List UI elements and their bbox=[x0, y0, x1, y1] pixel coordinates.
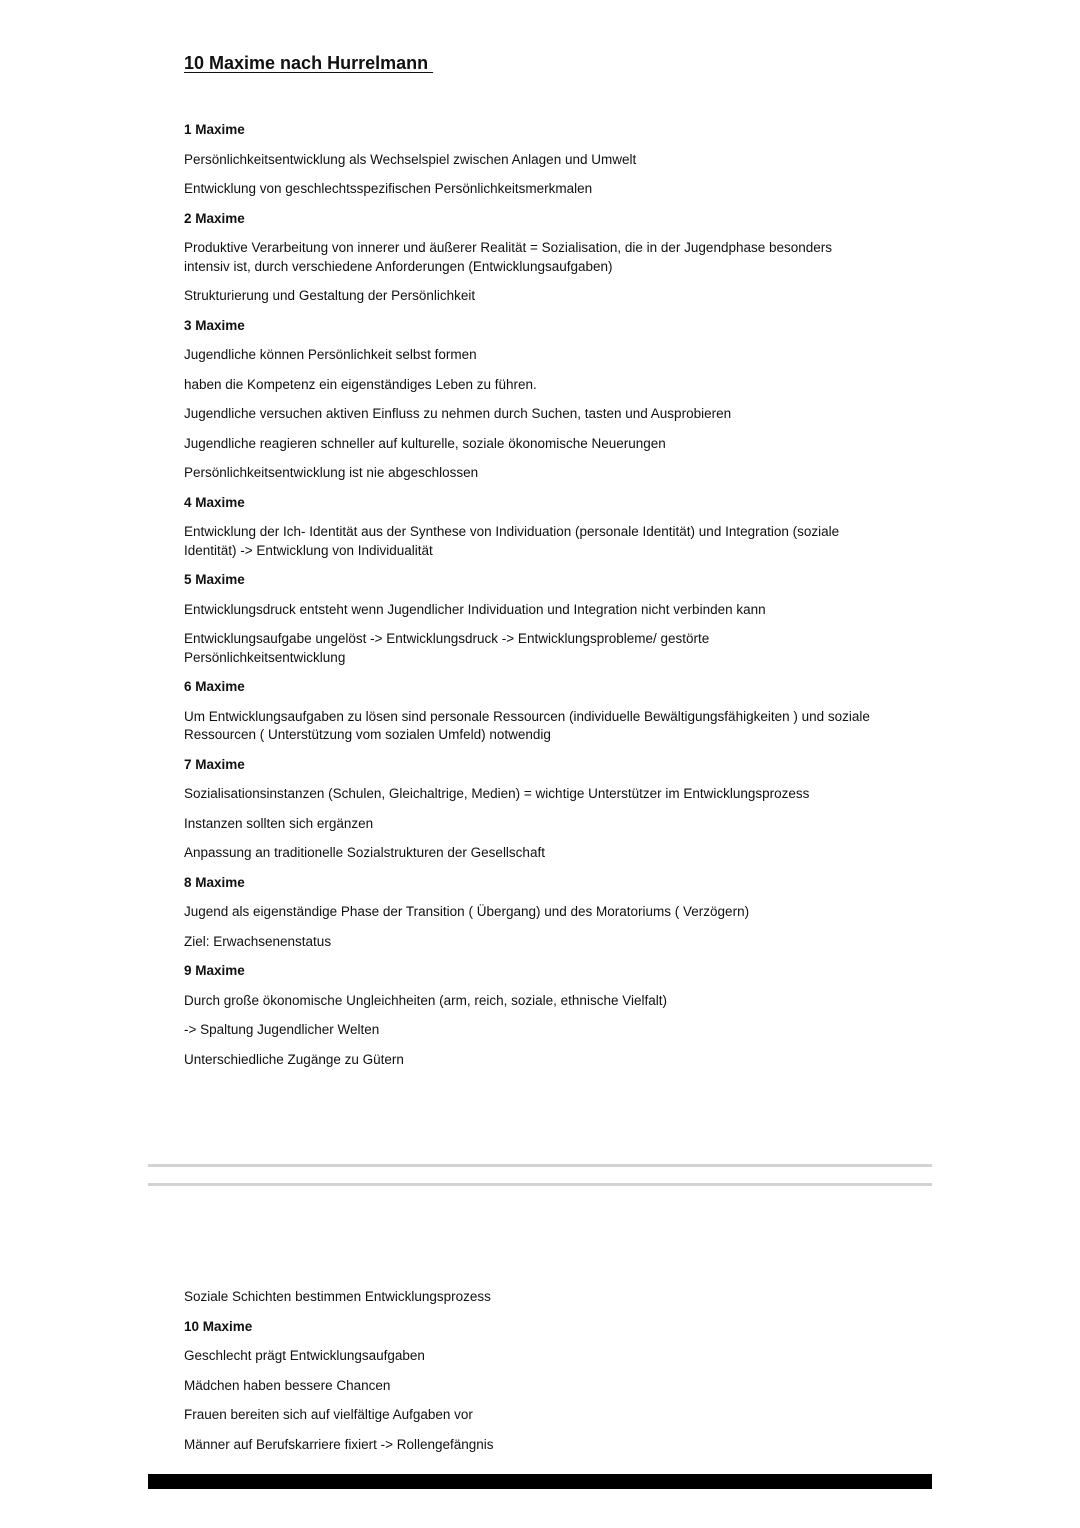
maxim-text: Produktive Verarbeitung von innerer und äußerer Realität = Sozialisation, die in der Jugendphase besonders intensiv ist, durch verschiedene Anforderungen (Entwicklungsaufgaben) bbox=[184, 240, 833, 274]
page-footer-bar bbox=[148, 1474, 932, 1489]
maxim-heading: 7 Maxime bbox=[184, 756, 245, 772]
maxim-text: Jugendliche können Persönlichkeit selbst formen bbox=[184, 347, 477, 362]
maxim-text: Persönlichkeitsentwicklung als Wechselspiel zwischen Anlagen und Umwelt bbox=[184, 151, 637, 167]
maxim-heading: 1 Maxime bbox=[184, 122, 245, 137]
maxim-heading: 4 Maxime bbox=[184, 494, 245, 510]
maxims-section-page-1 bbox=[184, 121, 874, 1069]
maxim-text: Entwicklungsdruck entsteht wenn Jugendlicher Individuation und Integration nicht verbinden kann bbox=[184, 601, 766, 617]
maxim-text: Jugendliche reagieren schneller auf kulturelle, soziale ökonomische Neuerungen bbox=[184, 435, 666, 451]
maxim-text: Persönlichkeitsentwicklung ist nie abgeschlossen bbox=[184, 465, 479, 480]
maxim-text: Um Entwicklungsaufgaben zu lösen sind personale Ressourcen (individuelle Bewältigungsfähigkeiten ) und soziale Ressourcen ( Unterstützung vom sozialen Umfeld) notwendig bbox=[184, 708, 870, 742]
maxim-text: Entwicklung der Ich- Identität aus der Synthese von Individuation (personale Identität) und Integration (soziale Identität) -> Entwicklung von Individualität bbox=[184, 524, 840, 558]
maxim-text: Soziale Schichten bestimmen Entwicklungsprozess bbox=[184, 1289, 491, 1304]
maxim-text: Anpassung an traditionelle Sozialstrukturen der Gesellschaft bbox=[184, 845, 545, 860]
maxim-text: Entwicklungsaufgabe ungelöst -> Entwicklungsdruck -> Entwicklungsprobleme/ gestörte Persönlichkeitsentwicklung bbox=[184, 631, 710, 665]
maxim-heading: 2 Maxime bbox=[184, 210, 245, 226]
maxim-heading: 3 Maxime bbox=[184, 317, 245, 333]
maxim-heading: 5 Maxime bbox=[184, 572, 245, 587]
maxim-text: Jugendliche versuchen aktiven Einfluss zu nehmen durch Suchen, tasten und Ausprobieren bbox=[184, 406, 732, 421]
maxim-text: Ziel: Erwachsenenstatus bbox=[184, 933, 332, 949]
maxim-text: Frauen bereiten sich auf vielfältige Aufgaben vor bbox=[184, 1407, 473, 1422]
maxim-heading: 10 Maxime bbox=[184, 1318, 253, 1334]
maxim-text: Unterschiedliche Zugänge zu Gütern bbox=[184, 1051, 404, 1067]
maxim-text: Instanzen sollten sich ergänzen bbox=[184, 815, 374, 831]
maxim-heading: 9 Maxime bbox=[184, 963, 245, 978]
maxim-text: -> Spaltung Jugendlicher Welten bbox=[184, 1022, 380, 1037]
maxim-text: Entwicklung von geschlechtsspezifischen Persönlichkeitsmerkmalen bbox=[184, 181, 593, 196]
page-title: 10 Maxime nach Hurrelmann bbox=[184, 53, 434, 73]
maxim-heading: 8 Maxime bbox=[184, 874, 245, 890]
page-separator-top bbox=[148, 1164, 932, 1167]
maxim-text: Sozialisationsinstanzen (Schulen, Gleichaltrige, Medien) = wichtige Unterstützer im Entwicklungsprozess bbox=[184, 786, 810, 801]
maxim-text: Durch große ökonomische Ungleichheiten (arm, reich, soziale, ethnische Vielfalt) bbox=[184, 992, 667, 1008]
maxim-text: Geschlecht prägt Entwicklungsaufgaben bbox=[184, 1348, 425, 1363]
maxim-text: haben die Kompetenz ein eigenständiges Leben zu führen. bbox=[184, 376, 537, 392]
page-separator-bottom bbox=[148, 1183, 932, 1186]
maxim-text: Männer auf Berufskarriere fixiert -> Rollengefängnis bbox=[184, 1436, 494, 1452]
maxim-heading: 6 Maxime bbox=[184, 679, 245, 694]
maxims-section-page-2 bbox=[184, 1288, 874, 1454]
maxim-text: Jugend als eigenständige Phase der Transition ( Übergang) und des Moratoriums ( Verzögern) bbox=[184, 904, 750, 919]
maxim-text: Strukturierung und Gestaltung der Persönlichkeit bbox=[184, 288, 476, 303]
maxim-text: Mädchen haben bessere Chancen bbox=[184, 1377, 391, 1393]
